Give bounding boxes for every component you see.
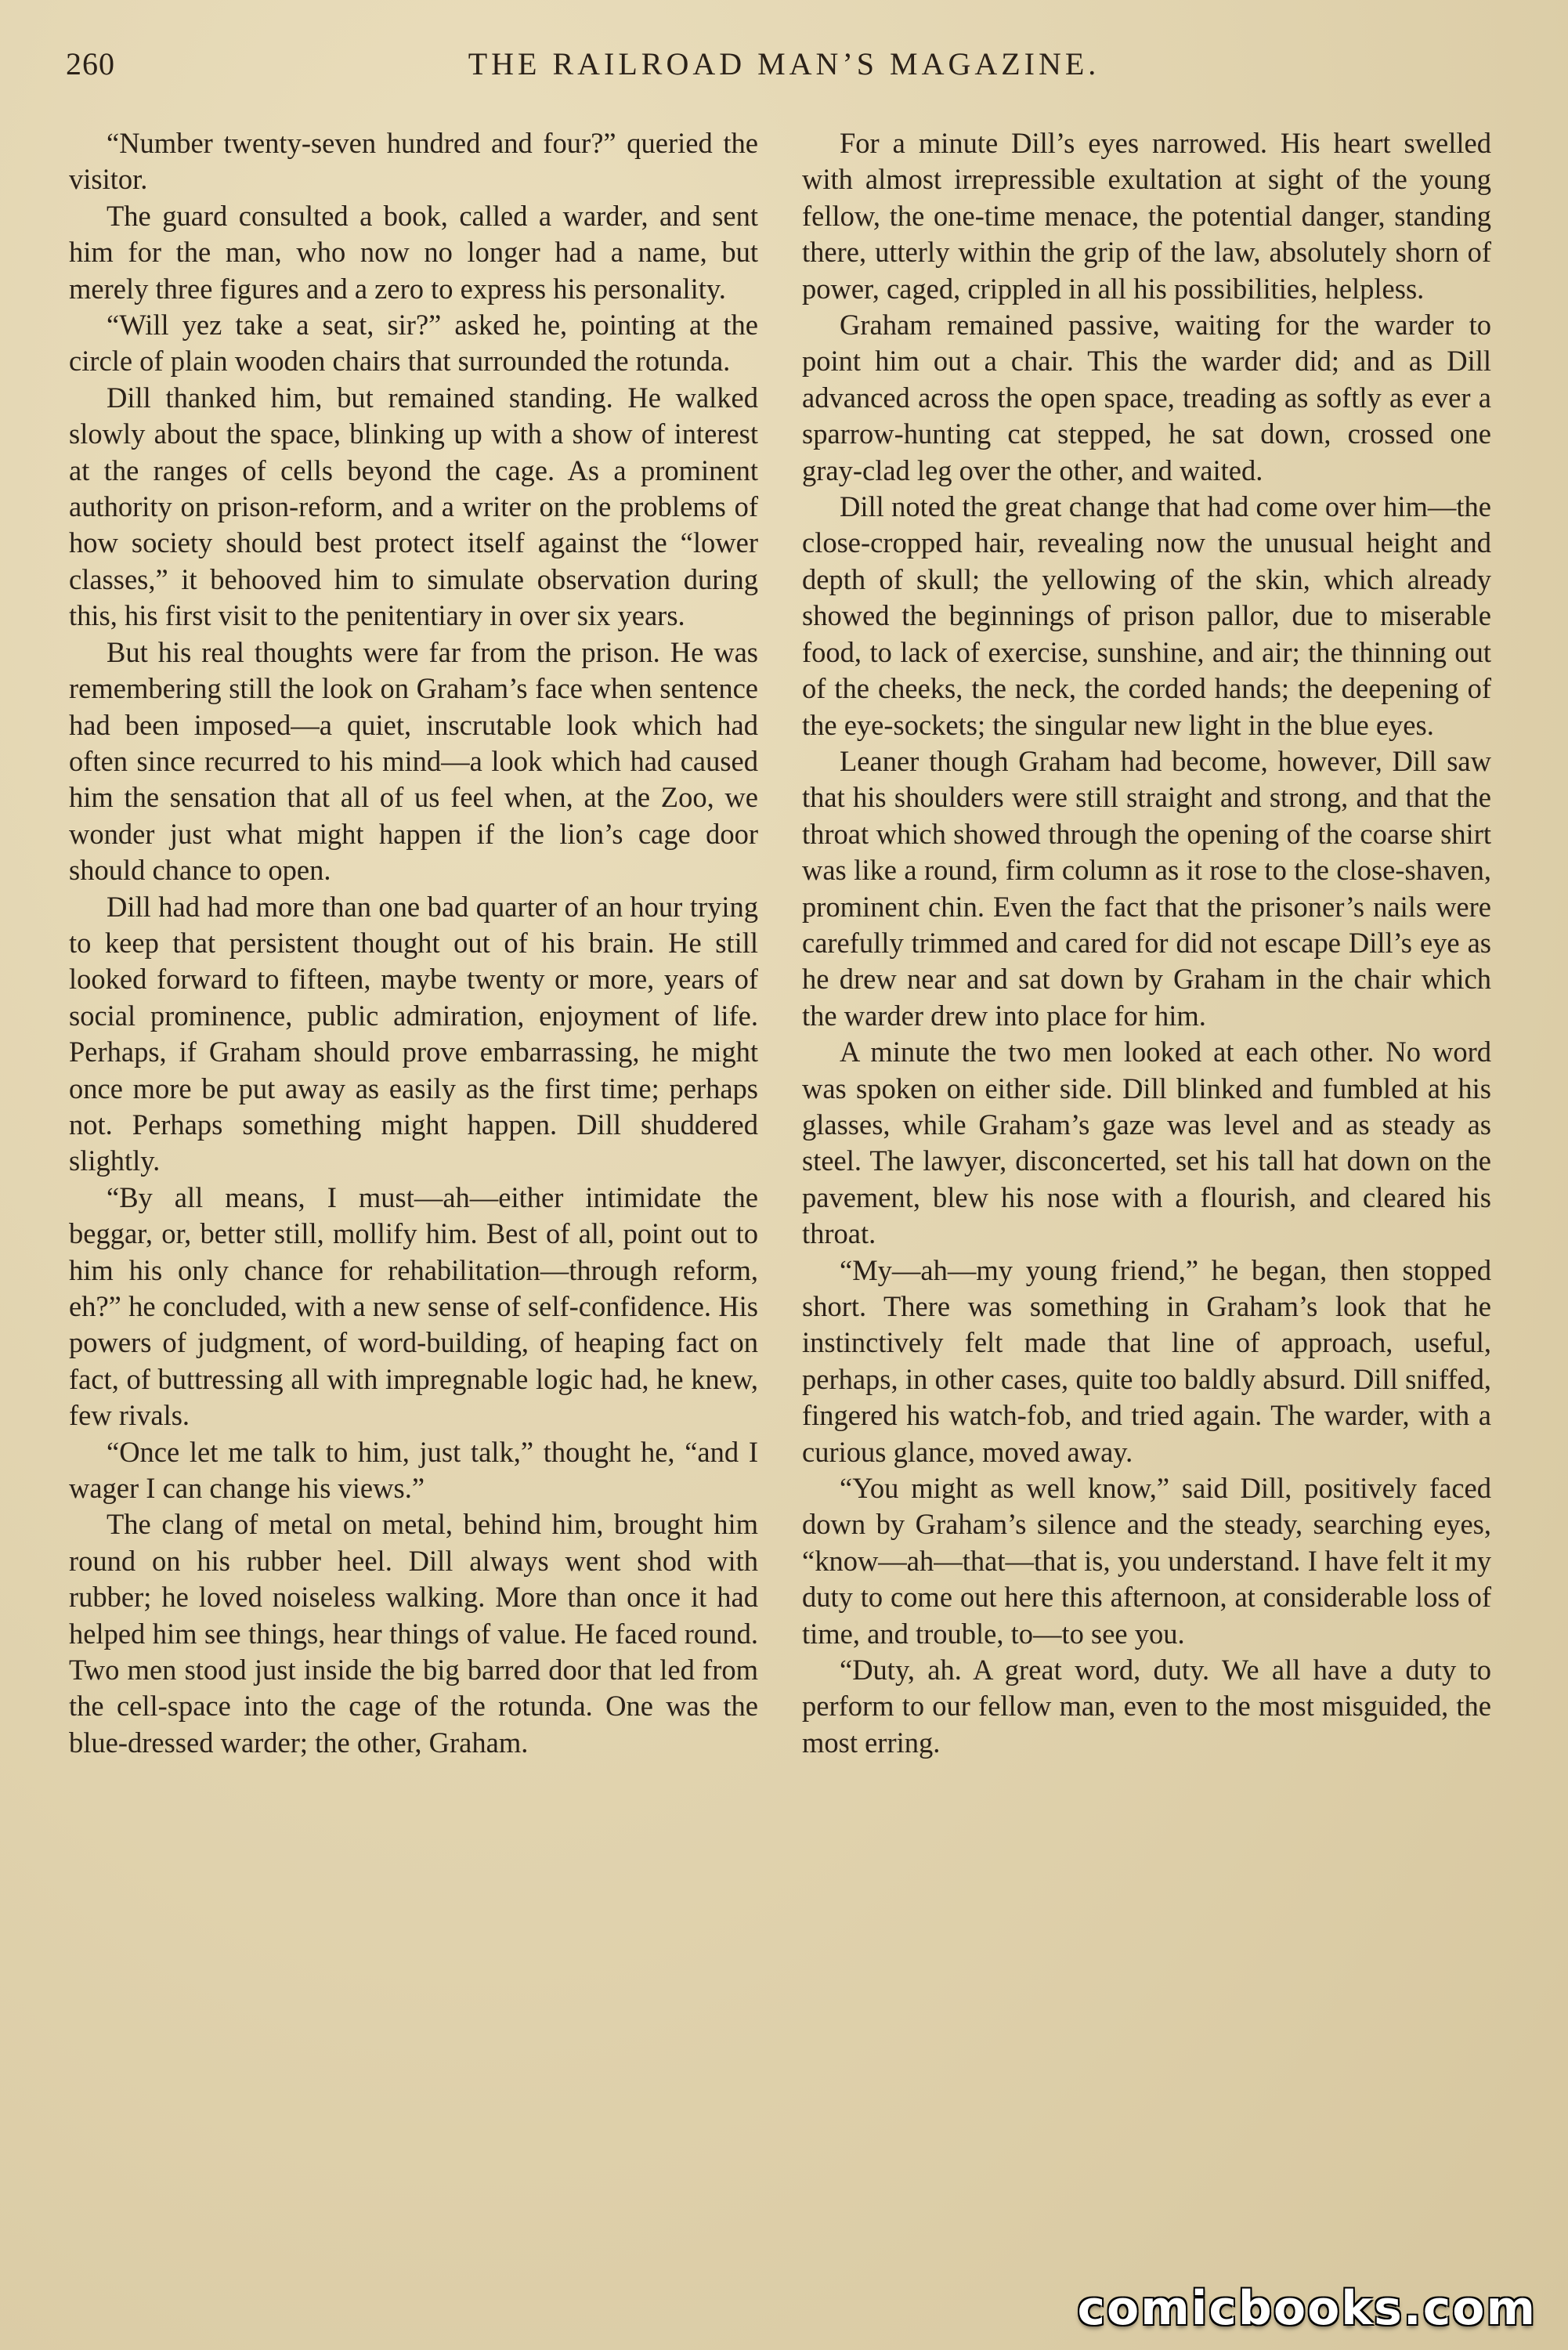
- paragraph: But his real thoughts were far from the prison. He was remembering still the look on Graham’s face when sentence had been imposed—a quiet, inscrutable look which had often since recurred to his mind—a look which had caused him the sensation that all of us feel when, at the Zoo, we wonder just what might happen if the lion’s cage door should chance to open.: [69, 635, 758, 887]
- paragraph: Dill had had more than one bad quarter of an hour trying to keep that persistent thought out of his brain. He still looked forward to fifteen, maybe twenty or more, years of social prominence, public admiration, enjoyment of life. Perhaps, if Graham should prove embarrassing, he might once more be put away as easily as the first time; perhaps not. Perhaps something might happen. Dill shuddered slightly.: [69, 890, 758, 1177]
- paragraph: Leaner though Graham had become, however, Dill saw that his shoulders were still straight and strong, and that the throat which showed through the opening of the coarse shirt was like a round, firm column as it rose to the close-shaven, prominent chin. Even the fact that the prisoner’s nails were carefully trimmed and cared for did not escape Dill’s eye as he drew near and sat down by Graham in the chair which the warder drew into place for him.: [802, 744, 1491, 1032]
- paragraph: “By all means, I must—ah—either intimidate the beggar, or, better still, mollify him. Best of all, point out to him his only chance for rehabilitation—through reform, eh?” he concluded, with a new sense of self-confidence. His powers of judgment, of word-building, of heaping fact on fact, of buttressing all with impregnable logic had, he knew, few rivals.: [69, 1180, 758, 1432]
- paragraph: “Duty, ah. A great word, duty. We all have a duty to perform to our fellow man, even to the most misguided, the most erring.: [802, 1654, 1491, 1759]
- running-title: THE RAILROAD MAN’S MAGAZINE.: [468, 46, 1100, 81]
- paragraph: A minute the two men looked at each other. No word was spoken on either side. Dill blinked and fumbled at his glasses, while Graham’s gaze was level and as steady as steel. The lawyer, disconcerted, set his tall hat down on the pavement, blew his nose with a flourish, and cleared his throat.: [802, 1036, 1491, 1250]
- paragraph: “Number twenty-seven hundred and four?” queried the visitor.: [69, 127, 758, 196]
- page-header: [66, 45, 1502, 92]
- left-column: [69, 125, 758, 1761]
- paragraph: Graham remained passive, waiting for the warder to point him out a chair. This the warder did; and as Dill advanced across the open space, treading as softly as ever a sparrow-hunting cat stepped, he sat down, crossed one gray-clad leg over the other, and waited.: [802, 309, 1491, 486]
- paragraph: “My—ah—my young friend,” he began, then stopped short. There was something in Graham’s look that he instinctively felt made that line of approach, useful, perhaps, in other cases, quite too baldly absurd. Dill sniffed, fingered his watch-fob, and tried again. The warder, with a curious glance, moved away.: [802, 1253, 1491, 1468]
- paragraph: Dill noted the great change that had come over him—the close-cropped hair, revealing now the unusual height and depth of skull; the yellowing of the skin, which already showed the beginnings of prison pallor, due to miserable food, to lack of exercise, sunshine, and air; the thinning out of the cheeks, the neck, the corded hands; the deepening of the eye-sockets; the singular new light in the blue eyes.: [802, 490, 1491, 741]
- paragraph: The clang of metal on metal, behind him, brought him round on his rubber heel. Dill always went shod with rubber; he loved noiseless walking. More than once it had helped him see things, hear things of value. He faced round. Two men stood just inside the big barred door that led from the cell-space into the cage of the rotunda. One was the blue-dressed warder; the other, Graham.: [69, 1508, 758, 1759]
- paragraph: The guard consulted a book, called a warder, and sent him for the man, who now no longer had a name, but merely three figures and a zero to express his personality.: [69, 199, 758, 305]
- page-number: 260: [66, 46, 115, 81]
- site-watermark: comicbooks.com: [1077, 2281, 1537, 2336]
- paragraph: For a minute Dill’s eyes narrowed. His heart swelled with almost irrepressible exultation at sight of the young fellow, the one-time menace, the potential danger, standing there, utterly within the grip of the law, absolutely shorn of power, caged, crippled in all his possibilities, helpless.: [802, 127, 1491, 305]
- paragraph: Dill thanked him, but remained standing. He walked slowly about the space, blinking up with a show of interest at the ranges of cells beyond the cage. As a prominent authority on prison-reform, and a writer on the problems of how society should best protect itself against the “lower classes,” it behooved him to simulate observation during this, his first visit to the penitentiary in over six years.: [69, 381, 758, 632]
- paragraph: “Once let me talk to him, just talk,” thought he, “and I wager I can change his views.”: [69, 1435, 758, 1505]
- right-column: [802, 125, 1491, 1761]
- paragraph: “You might as well know,” said Dill, positively faced down by Graham’s silence and the steady, searching eyes, “know—ah—that—that is, you understand. I have felt it my duty to come out here this afternoon, at considerable loss of time, and trouble, to—to see you.: [802, 1472, 1491, 1650]
- paragraph: “Will yez take a seat, sir?” asked he, pointing at the circle of plain wooden chairs that surrounded the rotunda.: [69, 309, 758, 378]
